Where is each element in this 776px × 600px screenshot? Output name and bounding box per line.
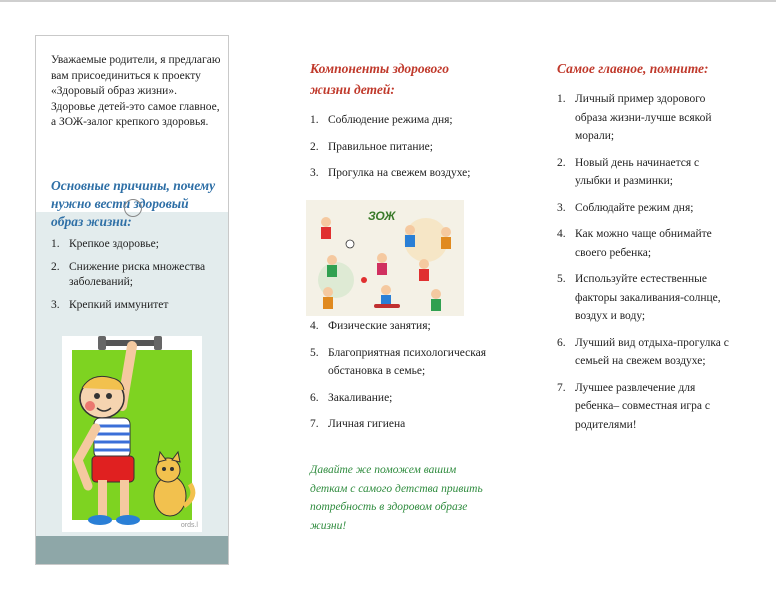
list-item: 3. Крепкий иммунитет bbox=[51, 298, 169, 311]
list-item: 1. Личный пример здорового образа жизни-лучше всякой морали; bbox=[557, 93, 712, 142]
closing-appeal: Давайте же поможем вашим деткам с самого детства привить потребность в здоровом образе жизни! bbox=[310, 464, 483, 532]
remember-list bbox=[557, 90, 737, 434]
list-item: 4. Как можно чаще обнимайте своего ребенка; bbox=[557, 228, 712, 259]
left-panel bbox=[35, 35, 229, 565]
middle-panel bbox=[310, 58, 490, 191]
list-item: 7. Личная гигиена bbox=[310, 418, 406, 430]
kids-sports-illustration-icon bbox=[306, 200, 464, 316]
components-list-top bbox=[310, 111, 490, 183]
reasons-list bbox=[51, 237, 225, 320]
list-item: 2. Правильное питание; bbox=[310, 140, 433, 153]
illustration-watermark: ords.l bbox=[180, 522, 198, 529]
remember-heading: Самое главное, помните: bbox=[557, 61, 709, 76]
svg-text:ЗОЖ: ЗОЖ bbox=[368, 209, 396, 223]
intro-text: Уважаемые родители, я предлагаю вам присоединиться к проекту «Здоровый образ жизни». Здоровье детей-это самое главное, а ЗОЖ-залог крепкого здоровья. bbox=[51, 54, 221, 128]
list-item: 1. Крепкое здоровье; bbox=[51, 238, 159, 250]
list-item: 3. Прогулка на свежем воздухе; bbox=[310, 167, 471, 179]
list-item: 2. Новый день начинается с улыбки и разминки; bbox=[557, 156, 700, 187]
components-list-bottom bbox=[310, 317, 490, 434]
list-item: 5. Благоприятная психологическая обстановка в семье; bbox=[310, 346, 487, 377]
right-panel bbox=[557, 58, 737, 442]
top-divider bbox=[0, 0, 776, 2]
list-item: 2. Снижение риска множества заболеваний; bbox=[51, 260, 206, 288]
list-item: 7. Лучшее развлечение для ребенка– совместная игра с родителями! bbox=[557, 381, 710, 431]
list-item: 1. Соблюдение режима дня; bbox=[310, 114, 453, 126]
components-heading: Компоненты здорового жизни детей: bbox=[310, 61, 449, 97]
list-item: 6. Лучший вид отдыха-прогулка с семьей на свежем воздухе; bbox=[557, 336, 729, 367]
reasons-heading: Основные причины, почему нужно вести здоровый образ жизни: bbox=[51, 178, 216, 229]
list-item: 5. Используйте естественные факторы закаливания-солнце, воздух и воду; bbox=[557, 273, 721, 322]
list-item: 4. Физические занятия; bbox=[310, 320, 431, 332]
bottom-bar bbox=[36, 536, 228, 564]
list-item: 3. Соблюдайте режим дня; bbox=[557, 201, 694, 214]
exercising-boy-illustration-icon bbox=[62, 336, 202, 532]
middle-panel-continued bbox=[310, 317, 490, 442]
circle-marker-icon bbox=[124, 199, 142, 217]
list-item: 6. Закаливание; bbox=[310, 391, 393, 404]
